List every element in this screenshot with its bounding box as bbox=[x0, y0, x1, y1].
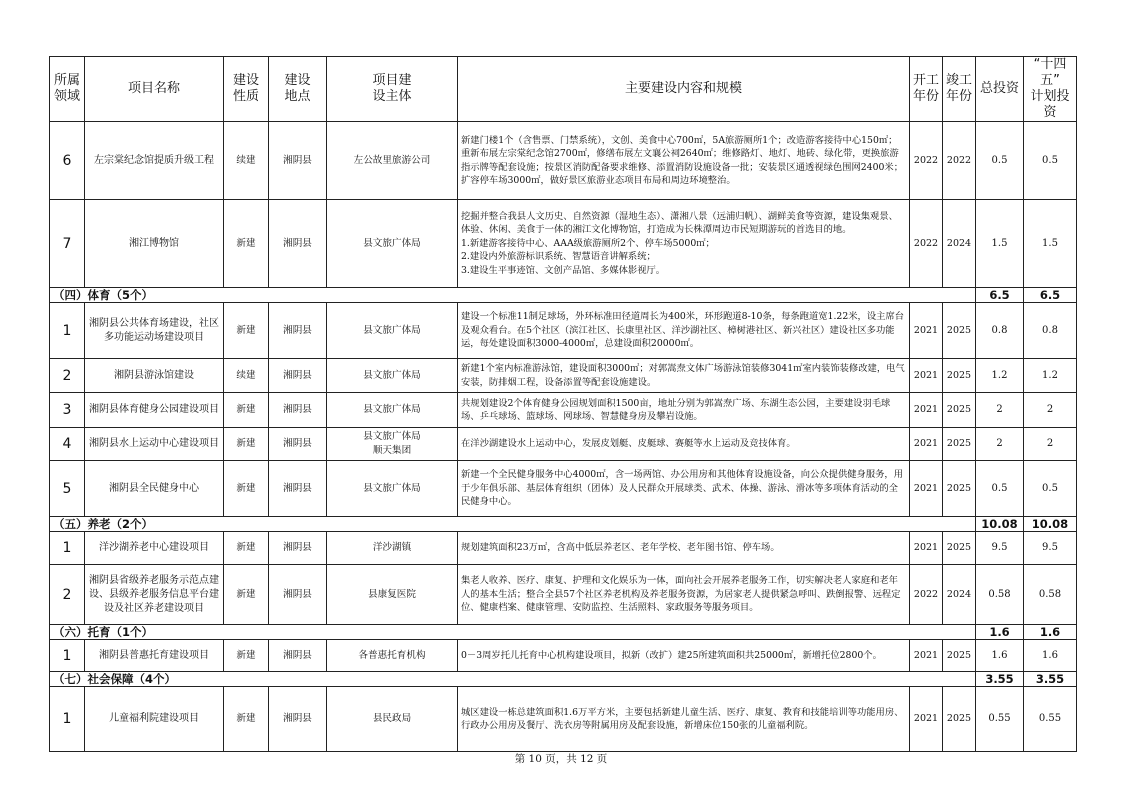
project-name: 湘江博物馆 bbox=[85, 200, 224, 288]
project-owner: 县文旅广体局 bbox=[327, 303, 458, 359]
table-row bbox=[50, 687, 1077, 752]
end-year: 2025 bbox=[943, 428, 976, 461]
construction-nature: 续建 bbox=[224, 359, 269, 393]
category-plan-investment: 3.55 bbox=[1024, 672, 1077, 687]
header-content: 主要建设内容和规模 bbox=[458, 57, 910, 122]
total-investment: 9.5 bbox=[976, 532, 1024, 565]
category-total-investment: 6.5 bbox=[976, 288, 1024, 303]
table-row bbox=[50, 532, 1077, 565]
row-index: 3 bbox=[50, 393, 85, 428]
row-index: 6 bbox=[50, 122, 85, 200]
table-row bbox=[50, 393, 1077, 428]
category-label: （六）托育（1个） bbox=[50, 625, 976, 640]
category-plan-investment: 6.5 bbox=[1024, 288, 1077, 303]
category-label: （五）养老（2个） bbox=[50, 517, 976, 532]
category-label: （四）体育（5个） bbox=[50, 288, 976, 303]
table-row bbox=[50, 428, 1077, 461]
construction-nature: 新建 bbox=[224, 565, 269, 625]
plan-investment: 0.8 bbox=[1024, 303, 1077, 359]
header-project-name: 项目名称 bbox=[85, 57, 224, 122]
total-investment: 0.58 bbox=[976, 565, 1024, 625]
start-year: 2021 bbox=[910, 640, 943, 672]
page-footer: 第 10 页，共 12 页 bbox=[514, 753, 608, 765]
table-row bbox=[50, 122, 1077, 200]
row-index: 1 bbox=[50, 303, 85, 359]
construction-nature: 新建 bbox=[224, 303, 269, 359]
end-year: 2025 bbox=[943, 532, 976, 565]
total-investment: 0.5 bbox=[976, 122, 1024, 200]
category-label: （七）社会保障（4个） bbox=[50, 672, 976, 687]
construction-nature: 新建 bbox=[224, 393, 269, 428]
project-owner: 县文旅广体局 bbox=[327, 359, 458, 393]
start-year: 2021 bbox=[910, 359, 943, 393]
project-name: 湘阴县体育健身公园建设项目 bbox=[85, 393, 224, 428]
row-index: 1 bbox=[50, 640, 85, 672]
project-owner: 县康复医院 bbox=[327, 565, 458, 625]
category-row bbox=[50, 672, 1077, 687]
project-table-sheet bbox=[49, 56, 1076, 752]
table-header bbox=[50, 57, 1077, 122]
construction-location: 湘阴县 bbox=[269, 687, 327, 752]
plan-investment: 2 bbox=[1024, 393, 1077, 428]
row-index: 1 bbox=[50, 532, 85, 565]
project-name: 湘阴县水上运动中心建设项目 bbox=[85, 428, 224, 461]
header-owner: 项目建 设主体 bbox=[327, 57, 458, 122]
table-row bbox=[50, 303, 1077, 359]
total-investment: 2 bbox=[976, 393, 1024, 428]
construction-content: 规划建筑面积23万㎡，含高中低层养老区、老年学校、老年图书馆、停车场。 bbox=[458, 532, 910, 565]
project-name: 湘阴县游泳馆建设 bbox=[85, 359, 224, 393]
start-year: 2021 bbox=[910, 532, 943, 565]
total-investment: 1.6 bbox=[976, 640, 1024, 672]
start-year: 2022 bbox=[910, 565, 943, 625]
project-name: 湘阴县普惠托育建设项目 bbox=[85, 640, 224, 672]
end-year: 2024 bbox=[943, 200, 976, 288]
construction-content: 新建一个全民健身服务中心4000㎡，含一场两馆、办公用房和其他体育设施设备，向公众提供健身服务，用于少年俱乐部、基层体育组织（团体）及人民群众开展球类、武术、体操、游泳、滑冰等多项体育活动的全民健身中心。 bbox=[458, 461, 910, 517]
total-investment: 0.5 bbox=[976, 461, 1024, 517]
end-year: 2025 bbox=[943, 359, 976, 393]
plan-investment: 0.58 bbox=[1024, 565, 1077, 625]
project-owner: 县文旅广体局 bbox=[327, 393, 458, 428]
end-year: 2022 bbox=[943, 122, 976, 200]
total-investment: 2 bbox=[976, 428, 1024, 461]
construction-content: 建设一个标准11制足球场，外环标准田径道周长为400米，环形跑道8-10条，每条跑道宽1.22米，设主席台及观众看台。在5个社区（滨江社区、长康里社区、洋沙湖社区、樟树港社区、新兴社区）建设社区多功能运，每处建设面积3000-4000㎡，总建设面积20000㎡。 bbox=[458, 303, 910, 359]
end-year: 2025 bbox=[943, 303, 976, 359]
category-total-investment: 10.08 bbox=[976, 517, 1024, 532]
project-name: 洋沙湖养老中心建设项目 bbox=[85, 532, 224, 565]
project-table bbox=[49, 56, 1077, 752]
project-owner: 各普惠托育机构 bbox=[327, 640, 458, 672]
construction-content: 新建门楼1个（含售票、门禁系统），文创、美食中心700㎡，5A旅游厕所1个；改造游客接待中心150㎡；重新布展左宗棠纪念馆2700㎡，修缮布展左文襄公祠2640㎡；维修路灯、地灯、地砖、绿化带，更换旅游指示牌等配套设施；按景区消防配备要求维修、添置消防设施设备一批；安装景区通透视绿色围网2400米；扩容停车场3000㎡，做好景区旅游业态项目布局和周边环境整治。 bbox=[458, 122, 910, 200]
construction-location: 湘阴县 bbox=[269, 565, 327, 625]
plan-investment: 0.5 bbox=[1024, 461, 1077, 517]
row-index: 7 bbox=[50, 200, 85, 288]
construction-location: 湘阴县 bbox=[269, 428, 327, 461]
category-plan-investment: 10.08 bbox=[1024, 517, 1077, 532]
start-year: 2022 bbox=[910, 200, 943, 288]
construction-nature: 续建 bbox=[224, 122, 269, 200]
table-row bbox=[50, 640, 1077, 672]
construction-content: 共规划建设2个体育健身公园规划面积1500亩，地址分别为郭嵩焘广场、东湖生态公园，主要建设羽毛球场、乒乓球场、篮球场、网球场、智慧健身房及攀岩设施。 bbox=[458, 393, 910, 428]
start-year: 2021 bbox=[910, 461, 943, 517]
project-name: 左宗棠纪念馆提质升级工程 bbox=[85, 122, 224, 200]
category-row bbox=[50, 625, 1077, 640]
project-owner: 县文旅广体局 顺天集团 bbox=[327, 428, 458, 461]
construction-location: 湘阴县 bbox=[269, 122, 327, 200]
project-name: 湘阴县省级养老服务示范点建设、县级养老服务信息平台建设及社区养老建设项目 bbox=[85, 565, 224, 625]
start-year: 2021 bbox=[910, 687, 943, 752]
project-owner: 洋沙湖镇 bbox=[327, 532, 458, 565]
header-location: 建设 地点 bbox=[269, 57, 327, 122]
start-year: 2022 bbox=[910, 122, 943, 200]
row-index: 5 bbox=[50, 461, 85, 517]
category-row bbox=[50, 517, 1077, 532]
construction-content: 在洋沙湖建设水上运动中心，发展皮划艇、皮艇球、赛艇等水上运动及竞技体育。 bbox=[458, 428, 910, 461]
project-owner: 县文旅广体局 bbox=[327, 461, 458, 517]
construction-location: 湘阴县 bbox=[269, 461, 327, 517]
header-nature: 建设 性质 bbox=[224, 57, 269, 122]
total-investment: 0.8 bbox=[976, 303, 1024, 359]
total-investment: 1.2 bbox=[976, 359, 1024, 393]
table-row bbox=[50, 565, 1077, 625]
total-investment: 0.55 bbox=[976, 687, 1024, 752]
construction-content: 集老人收养、医疗、康复、护理和文化娱乐为一体，面向社会开展养老服务工作，切实解决老人家庭和老年人的基本生活；整合全县57个社区养老机构及养老服务资源，为居家老人提供紧急呼叫、跌倒报警、远程定位、健康档案、健康管理、安防监控、生活照料、家政服务等服务项目。 bbox=[458, 565, 910, 625]
plan-investment: 9.5 bbox=[1024, 532, 1077, 565]
total-investment: 1.5 bbox=[976, 200, 1024, 288]
header-domain: 所属 领域 bbox=[50, 57, 85, 122]
start-year: 2021 bbox=[910, 303, 943, 359]
construction-location: 湘阴县 bbox=[269, 532, 327, 565]
row-index: 4 bbox=[50, 428, 85, 461]
end-year: 2025 bbox=[943, 687, 976, 752]
header-plan-investment: “十四五” 计划投资 bbox=[1024, 57, 1077, 122]
project-name: 儿童福利院建设项目 bbox=[85, 687, 224, 752]
construction-nature: 新建 bbox=[224, 640, 269, 672]
plan-investment: 0.55 bbox=[1024, 687, 1077, 752]
project-owner: 左公故里旅游公司 bbox=[327, 122, 458, 200]
construction-content: 新建1个室内标准游泳馆，建设面积3000㎡；对郭嵩焘文体广场游泳馆装修3041㎡室内装饰装修改建，电气安装，防排烟工程，设备添置等配套设施建设。 bbox=[458, 359, 910, 393]
end-year: 2024 bbox=[943, 565, 976, 625]
header-start-year: 开工 年份 bbox=[910, 57, 943, 122]
construction-location: 湘阴县 bbox=[269, 359, 327, 393]
end-year: 2025 bbox=[943, 393, 976, 428]
row-index: 2 bbox=[50, 565, 85, 625]
plan-investment: 1.5 bbox=[1024, 200, 1077, 288]
table-row bbox=[50, 200, 1077, 288]
project-name: 湘阴县公共体育场建设，社区多功能运动场建设项目 bbox=[85, 303, 224, 359]
construction-location: 湘阴县 bbox=[269, 303, 327, 359]
construction-content: 挖掘并整合我县人文历史、自然资源（湿地生态）、潇湘八景（远浦归帆）、湖鲜美食等资源，建设集观景、体验、休闲、美食于一体的湘江文化博物馆，打造成为长株潭周边市民短期游玩的首选目的地。 1.新建游客接待中心、AAA级旅游厕所2个、停车场5000㎡； 2.建设内外旅游标识系统、智慧语音讲解系统； 3.建设生平事迹馆、文创产品馆、多媒体影视厅。 bbox=[458, 200, 910, 288]
end-year: 2025 bbox=[943, 461, 976, 517]
row-index: 1 bbox=[50, 687, 85, 752]
plan-investment: 1.6 bbox=[1024, 640, 1077, 672]
category-total-investment: 1.6 bbox=[976, 625, 1024, 640]
start-year: 2021 bbox=[910, 393, 943, 428]
table-body bbox=[50, 122, 1077, 752]
plan-investment: 0.5 bbox=[1024, 122, 1077, 200]
construction-nature: 新建 bbox=[224, 461, 269, 517]
project-owner: 县文旅广体局 bbox=[327, 200, 458, 288]
header-end-year: 竣工 年份 bbox=[943, 57, 976, 122]
construction-nature: 新建 bbox=[224, 200, 269, 288]
construction-location: 湘阴县 bbox=[269, 200, 327, 288]
header-row bbox=[50, 57, 1077, 122]
end-year: 2025 bbox=[943, 640, 976, 672]
construction-nature: 新建 bbox=[224, 428, 269, 461]
construction-content: 城区建设一栋总建筑面积1.6万平方米，主要包括新建儿童生活、医疗、康复、教育和技能培训等功能用房、行政办公用房及餐厅、洗衣房等附属用房及配套设施，新增床位150张的儿童福利院。 bbox=[458, 687, 910, 752]
plan-investment: 2 bbox=[1024, 428, 1077, 461]
construction-nature: 新建 bbox=[224, 532, 269, 565]
category-total-investment: 3.55 bbox=[976, 672, 1024, 687]
table-row bbox=[50, 359, 1077, 393]
start-year: 2021 bbox=[910, 428, 943, 461]
table-row bbox=[50, 461, 1077, 517]
row-index: 2 bbox=[50, 359, 85, 393]
plan-investment: 1.2 bbox=[1024, 359, 1077, 393]
header-total-investment: 总投资 bbox=[976, 57, 1024, 122]
construction-nature: 新建 bbox=[224, 687, 269, 752]
construction-location: 湘阴县 bbox=[269, 640, 327, 672]
category-row bbox=[50, 288, 1077, 303]
construction-location: 湘阴县 bbox=[269, 393, 327, 428]
category-plan-investment: 1.6 bbox=[1024, 625, 1077, 640]
construction-content: 0－3周岁托儿托育中心机构建设项目，拟新（改扩）建25所建筑面积共25000㎡，新增托位2800个。 bbox=[458, 640, 910, 672]
project-name: 湘阴县全民健身中心 bbox=[85, 461, 224, 517]
project-owner: 县民政局 bbox=[327, 687, 458, 752]
